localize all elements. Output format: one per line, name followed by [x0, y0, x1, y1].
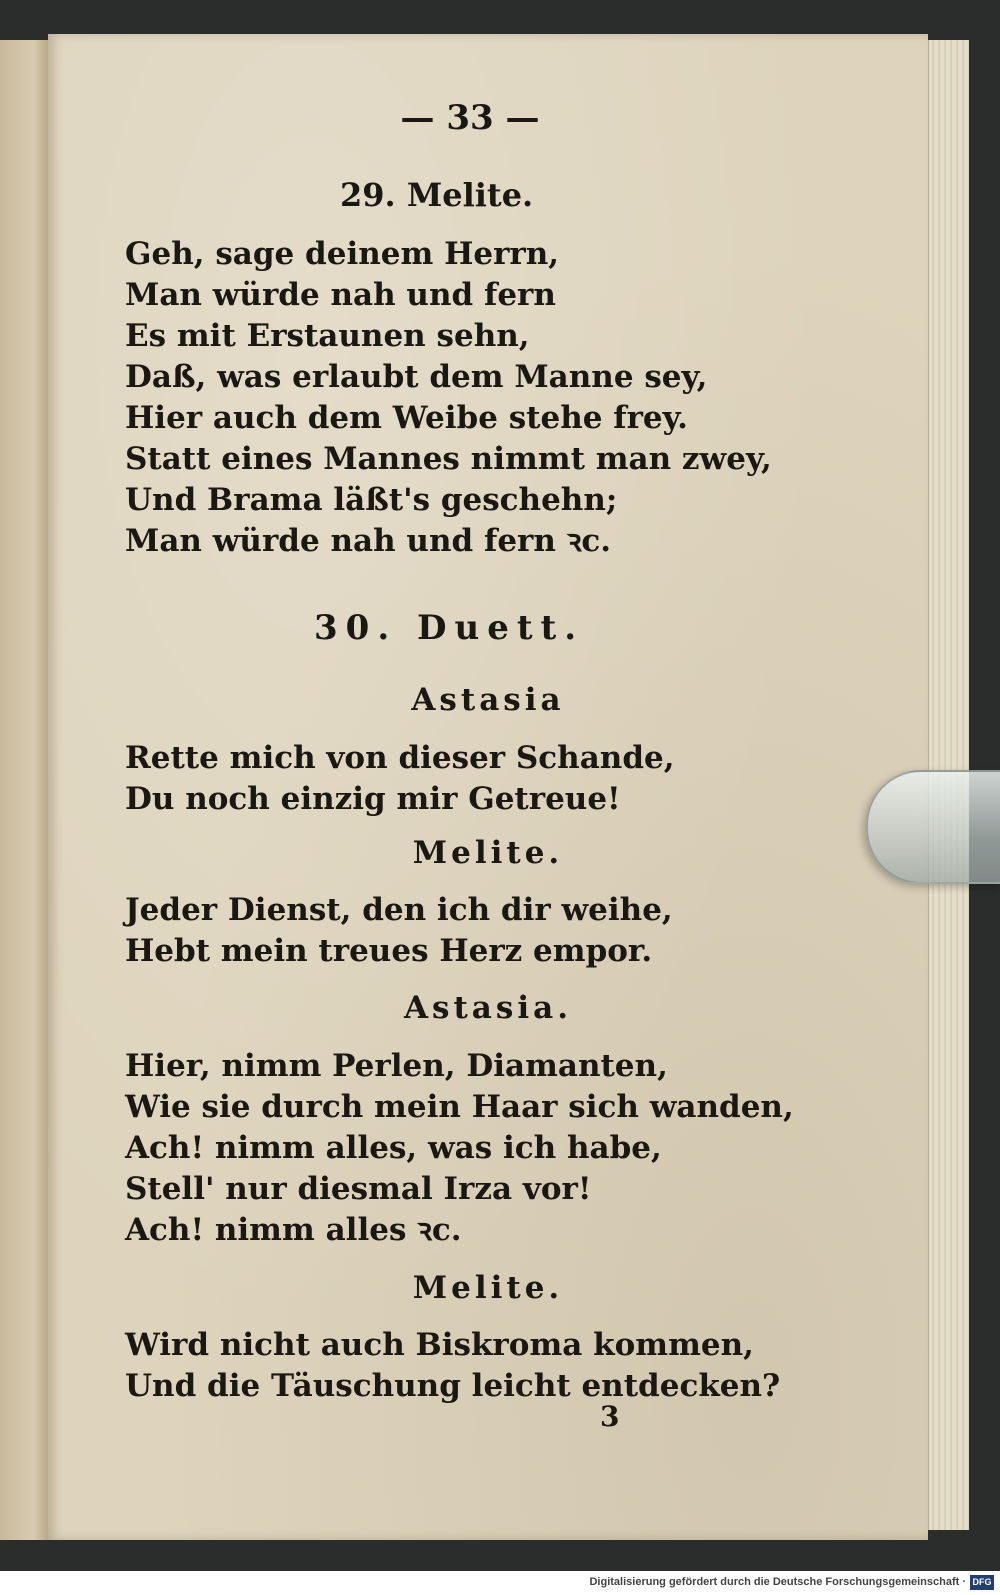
verse-line: Hier auch dem Weibe stehe frey.: [125, 400, 688, 436]
verse-block: [125, 1046, 794, 1251]
signature-mark: 3: [600, 1400, 620, 1433]
verse-block: [125, 890, 673, 972]
section-heading-29: 29. Melite.: [340, 176, 534, 214]
previous-page-edge: [0, 40, 50, 1540]
verse-line: Geh, sage deinem Herrn,: [125, 236, 560, 272]
verse-line: Man würde nah und fern ꝛc.: [125, 523, 612, 559]
verse-line: Und Brama läßt's geschehn;: [125, 482, 618, 518]
verse-block-29: [125, 234, 772, 562]
speaker-name: Astasia: [411, 682, 565, 718]
verse-line: Rette mich von dieser Schande,: [125, 740, 675, 776]
verse-line: Wird nicht auch Biskroma kommen,: [125, 1327, 754, 1363]
verse-line: Und die Täuschung leicht entdecken?: [125, 1368, 781, 1404]
verse-block: [125, 738, 675, 820]
dfg-logo: DFG: [970, 1575, 994, 1590]
verse-line: Ach! nimm alles ꝛc.: [125, 1212, 462, 1248]
verse-line: Statt eines Mannes nimmt man zwey,: [125, 441, 772, 477]
funding-credit: Digitalisierung gefördert durch die Deutsche Forschungsgemeinschaft ·: [589, 1576, 966, 1588]
page-number: — 33 —: [400, 98, 540, 138]
verse-line: Hebt mein treues Herz empor.: [125, 933, 653, 969]
verse-line: Du noch einzig mir Getreue!: [125, 781, 621, 817]
verse-line: Man würde nah und fern: [125, 277, 556, 313]
verse-line: Stell' nur diesmal Irza vor!: [125, 1171, 592, 1207]
speaker-name: Melite.: [412, 1270, 564, 1306]
verse-block: [125, 1325, 780, 1407]
verse-line: Es mit Erstaunen sehn,: [125, 318, 530, 354]
verse-line: Wie sie durch mein Haar sich wanden,: [125, 1089, 794, 1125]
verse-line: Ach! nimm alles, was ich habe,: [125, 1130, 662, 1166]
verse-line: Daß, was erlaubt dem Manne sey,: [125, 359, 708, 395]
speaker-name: Melite.: [412, 835, 564, 871]
digitization-footer: [0, 1571, 1000, 1595]
verse-line: Jeder Dienst, den ich dir weihe,: [125, 892, 673, 928]
section-heading-30: 30. Duett.: [314, 608, 585, 648]
verse-line: Hier, nimm Perlen, Diamanten,: [125, 1048, 668, 1084]
speaker-name: Astasia.: [403, 990, 573, 1026]
